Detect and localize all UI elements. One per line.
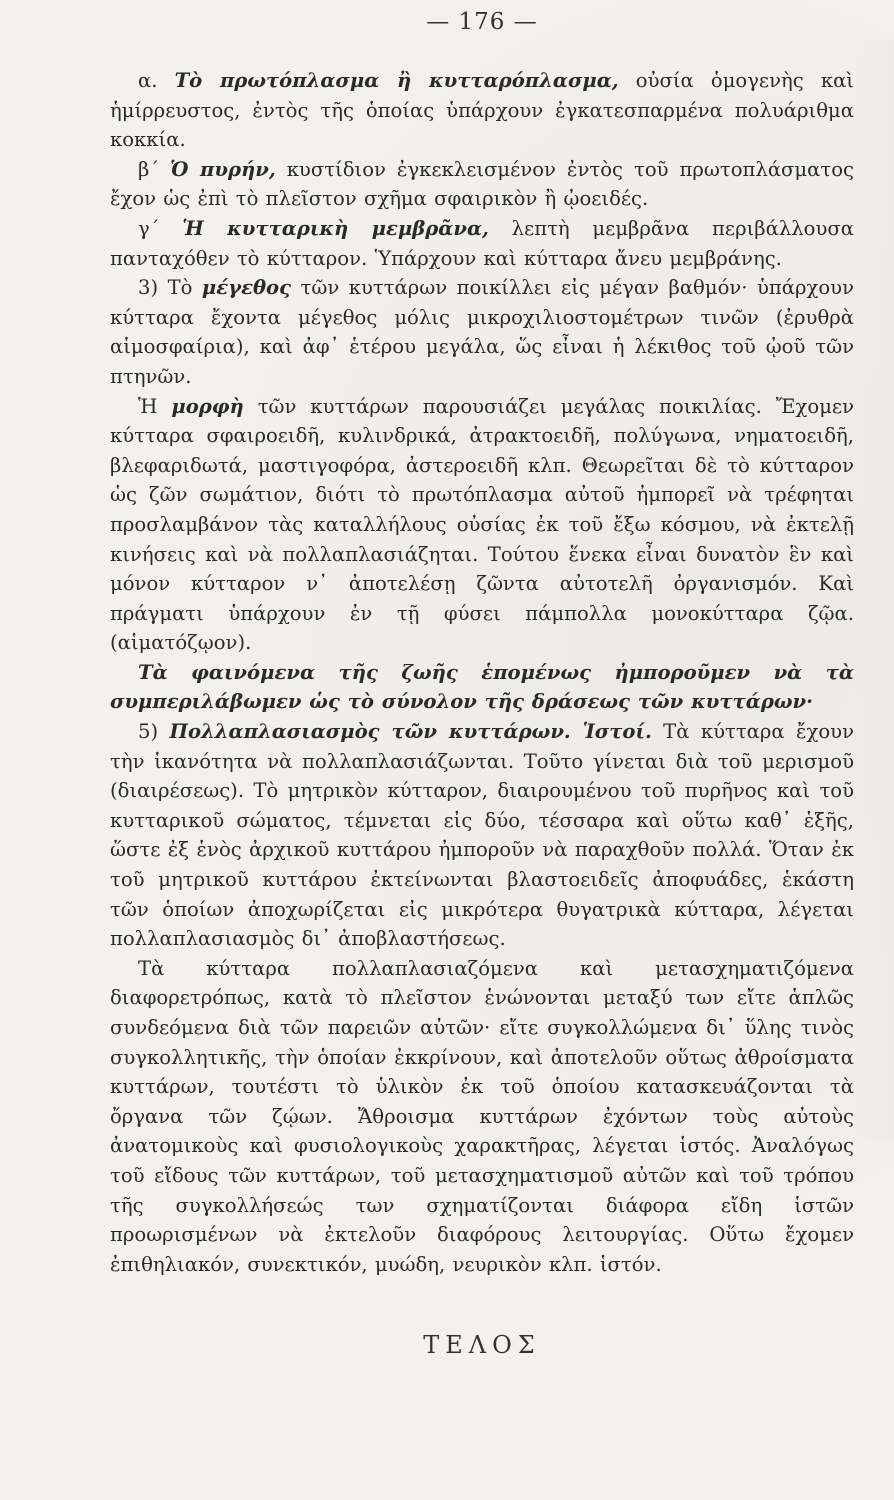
paragraph-multiplication bbox=[110, 717, 854, 954]
paragraph-text: Τὰ κύτταρα ἔχουν τὴν ἱκανότητα νὰ πολλαπλασιάζωνται. Τοῦτο γίνεται διὰ τοῦ μερισμοῦ (διαιρέσεως). Τὸ μητρικὸν κύτταρον, διαιρουμένου τοῦ πυρῆνος καὶ τοῦ κυτταρικοῦ σώματος, τέμνεται εἰς δύο, τέσσαρα καὶ οὕτω καθ᾿ ἑξῆς, ὥστε ἐξ ἑνὸς ἀρχικοῦ κυττάρου ἠμποροῦν νὰ παραχθοῦν πολλά. Ὅταν ἐκ τοῦ μητρικοῦ κυττάρου ἐκτείνωνται βλαστοειδεῖς ἀποφυάδες, ἑκάστη τῶν ὁποίων ἀποχωρίζεται εἰς μικρότερα θυγατρικὰ κύτταρα, λέγεται πολλαπλασιασμὸς δι᾿ ἀποβλαστήσεως. bbox=[110, 720, 855, 951]
paragraph-nucleus bbox=[110, 155, 854, 214]
paragraph-life-phenomena bbox=[110, 658, 854, 717]
section-heading-multiplication: Πολλαπλασιασμὸς τῶν κυττάρων. Ἱστοί. bbox=[169, 720, 652, 744]
paragraph-shape bbox=[110, 392, 854, 658]
paragraph-lead: α. bbox=[138, 69, 175, 92]
paragraph-lead: γ΄ bbox=[138, 216, 183, 240]
term-nucleus: Ὁ πυρήν, bbox=[170, 157, 276, 181]
term-protoplasm: Τὸ πρωτόπλασμα ἢ κυτταρόπλασμα, bbox=[174, 69, 619, 92]
paragraph-tissues bbox=[110, 954, 854, 1280]
term-shape: μορφὴ bbox=[171, 394, 244, 418]
paragraph-lead: Ἡ bbox=[138, 394, 172, 418]
term-membrane: Ἡ κυτταρικὴ μεμβρᾶνα, bbox=[182, 216, 489, 240]
paragraph-lead: β΄ bbox=[138, 157, 171, 181]
paragraph-text: Τὰ κύτταρα πολλαπλασιαζόμενα καὶ μετασχηματιζόμενα διαφορετρόπως, κατὰ τὸ πλεῖστον ἑνώνονται μεταξύ των εἴτε ἁπλῶς συνδεόμενα διὰ τῶν παρειῶν αὐτῶν· εἴτε συγκολλώμενα δι᾿ ὕλης τινὸς συγκολλητικῆς, τὴν ὁποίαν ἐκκρίνουν, καὶ ἀποτελοῦν οὕτως ἀθροίσματα κυττάρων, τουτέστι τὸ ὑλικὸν ἐκ τοῦ ὁποίου κατασκευάζονται τὰ ὄργανα τῶν ζῴων. Ἄθροισμα κυττάρων ἐχόντων τοὺς αὐτοὺς ἀνατομικοὺς καὶ φυσιολογικοὺς χαρακτῆρας, λέγεται ἱστός. Ἀναλόγως τοῦ εἴδους τῶν κυττάρων, τοῦ μετασχηματισμοῦ αὐτῶν καὶ τοῦ τρόπου τῆς συγκολλήσεώς των σχηματίζονται διάφορα εἴδη ἱστῶν προωρισμένων νὰ ἐκτελοῦν διαφόρους λειτουργίας. Οὕτω ἔχομεν ἐπιθηλιακόν, συνεκτικόν, μυώδη, νευρικὸν κλπ. ἱστόν. bbox=[110, 956, 854, 1276]
body-text bbox=[110, 66, 854, 1279]
life-phenomena-statement: Τὰ φαινόμενα τῆς ζωῆς ἑπομένως ἠμποροῦμεν νὰ τὰ συμπεριλάβωμεν ὡς τὸ σύνολον τῆς δράσεως τῶν κυττάρων· bbox=[110, 660, 854, 714]
paragraph-lead: 5) bbox=[138, 720, 170, 744]
paragraph-text: κυστίδιον ἐγκεκλεισμένον ἐντὸς τοῦ πρωτοπλάσματος ἔχον ὡς ἐπὶ τὸ πλεῖστον σχῆμα σφαιρικὸν ἢ ᾠοειδές. bbox=[110, 157, 855, 211]
closing-word: ΤΕΛΟΣ bbox=[423, 1331, 541, 1360]
term-size: μέγεθος bbox=[201, 276, 292, 300]
paragraph-lead: 3) Τὸ bbox=[138, 276, 202, 300]
paragraph-membrane bbox=[110, 214, 854, 273]
paragraph-text: οὐσία ὁμογενὴς καὶ ἡμίρρευστος, ἐντὸς τῆς ὁποίας ὑπάρχουν ἐγκατεσπαρμένα πολυάριθμα κοκκία. bbox=[110, 69, 854, 152]
paragraph-text: τῶν κυττάρων ποικίλλει εἰς μέγαν βαθμόν· ὑπάρχουν κύτταρα ἔχοντα μέγεθος μόλις μικροχιλιοστομέτρων τινῶν (ἐρυθρὰ αἱμοσφαίρια), καὶ ἀφ᾿ ἑτέρου μεγάλα, ὥς εἶναι ἡ λέκιθος τοῦ ᾠοῦ τῶν πτηνῶν. bbox=[110, 276, 855, 388]
paragraph-size bbox=[110, 273, 854, 391]
paragraph-text: τῶν κυττάρων παρουσιάζει μεγάλας ποικιλίας. Ἔχομεν κύτταρα σφαιροειδῆ, κυλινδρικά, ἀτρακτοειδῆ, πολύγωνα, νηματοειδῆ, βλεφαριδωτά, μαστιγοφόρα, ἀστεροειδῆ κλπ. Θεωρεῖται δὲ τὸ κύτταρον ὡς ζῶν σωμάτιον, διότι τὸ πρωτόπλασμα αὐτοῦ ἠμπορεῖ νὰ τρέφηται προσλαμβάνον τὰς καταλλήλους οὐσίας ἐκ τοῦ ἔξω κόσμου, νὰ ἐκτελῇ κινήσεις καὶ νὰ πολλαπλασιάζηται. Τούτου ἕνεκα εἶναι δυνατὸν ἓν καὶ μόνον κύτταρον ν᾿ ἀποτελέσῃ ζῶντα αὐτοτελῆ ὀργανισμόν. Καὶ πράγματι ὑπάρχουν ἐν τῇ φύσει πάμπολλα μονοκύτταρα ζῷα. (αἱματόζῳον). bbox=[110, 394, 854, 655]
paragraph-text: λεπτὴ μεμβρᾶνα περιβάλλουσα πανταχόθεν τὸ κύτταρον. Ὑπάρχουν καὶ κύτταρα ἄνευ μεμβράνης. bbox=[110, 216, 854, 270]
page-number: — 176 — bbox=[426, 9, 538, 35]
paragraph-protoplasm bbox=[110, 66, 854, 155]
